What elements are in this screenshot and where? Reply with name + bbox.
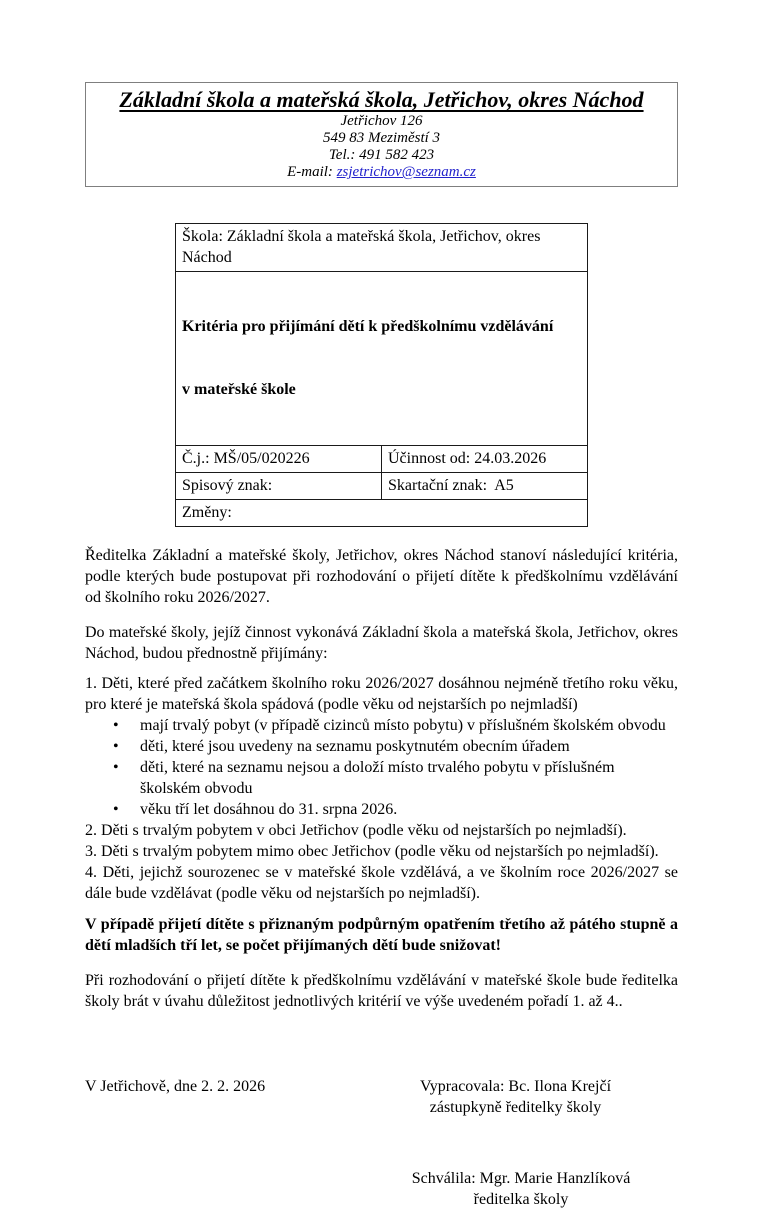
warning-paragraph: V případě přijetí dítěte s přiznaným podpůrným opatřením třetího až pátého stupně a dětí mladších tří let, se počet přijímaných dětí bude snižovat! [85,916,678,954]
signature-row [85,1076,678,1118]
table-row-znak [176,473,588,500]
approved-by-name: Schválila: Mgr. Marie Hanzlíková [411,1170,631,1187]
zmeny-cell: Změny: [176,500,588,527]
spacer [85,527,678,545]
bullet-item: • děti, které jsou uvedeny na seznamu poskytnutém obecním úřadem [85,736,678,757]
place-date: V Jetřichově, dne 2. 2. 2026 [85,1078,266,1095]
info-table [175,223,588,527]
intro-paragraph: Ředitelka Základní a mateřské školy, Jetřichov, okres Náchod stanoví následující kritéria, podle kterých bude postupovat při rozhodování o přijetí dítěte k předškolnímu vzdělávání od školního roku 2026/2027. [85,547,678,606]
cj-cell: Č.j.: MŠ/05/020226 [176,446,382,473]
bullet-item: • děti, které na seznamu nejsou a doloží místo trvalého pobytu v příslušném školském obvodu [85,757,678,799]
table-row-title [176,272,588,446]
criterion-1: 1. Děti, které před začátkem školního roku 2026/2027 dosáhnou nejméně třetího roku věku, pro které je mateřská škola spádová (podle věku od nejstarších po nejmladší) [85,675,678,713]
school-cell: Škola: Základní škola a mateřská škola, Jetřichov, okres Náchod [176,224,588,272]
email-label: E-mail: [287,164,337,180]
address-phone: Tel.: 491 582 423 [328,147,435,163]
prepared-by-name: Vypracovala: Bc. Ilona Krejčí [419,1078,612,1095]
document-title-line1: Kritéria pro přijímání dětí k předškolnímu vzdělávání [182,318,554,335]
prepared-by-block [408,1076,623,1118]
document-title-cell [176,272,588,446]
spisovy-cell: Spisový znak: [176,473,382,500]
table-row-cj [176,446,588,473]
closing-paragraph: Při rozhodování o přijetí dítěte k předškolnímu vzdělávání v mateřské škole bude ředitelka školy brát v úvahu důležitost jednotlivých kritérií ve výše uvedeném pořadí 1. až 4.. [85,972,678,1010]
table-row-school [176,224,588,272]
bullet-list [85,715,678,820]
approved-by-block [405,1168,637,1210]
address-city: 549 83 Meziměstí 3 [322,130,441,146]
approved-by-role: ředitelka školy [473,1191,569,1208]
bullet-item: • věku tří let dosáhnou do 31. srpna 2026. [85,799,678,820]
bullet-item: • mají trvalý pobyt (v případě cizinců místo pobytu) v příslušném školském obvodu [85,715,678,736]
preference-paragraph: Do mateřské školy, jejíž činnost vykonává Základní škola a mateřská škola, Jetřichov, okres Náchod, budou přednostně přijímány: [85,624,678,662]
letterhead-box [85,82,678,187]
criterion-3: 3. Děti s trvalým pobytem mimo obec Jetřichov (podle věku od nejstarších po nejmladší). [85,843,659,860]
criterion-4: 4. Děti, jejichž sourozenec se v mateřské škole vzdělává, a ve školním roce 2026/2027 se dále bude vzdělávat (podle věku od nejstarších po nejmladší). [85,864,678,902]
document-title-line2: v mateřské škole [182,381,296,398]
criterion-2: 2. Děti s trvalým pobytem v obci Jetřichov (podle věku od nejstarších po nejmladší). [85,822,627,839]
ucinnost-cell: Účinnost od: 24.03.2026 [382,446,588,473]
school-title: Základní škola a mateřská škola, Jetřichov, okres Náchod [119,87,644,112]
skartacni-cell: Skartační znak: A5 [382,473,588,500]
address-street: Jetřichov 126 [340,113,423,129]
address-email-line [94,164,669,181]
table-row-zmeny [176,500,588,527]
prepared-by-role: zástupkyně ředitelky školy [429,1099,602,1116]
email-link[interactable]: zsjetrichov@seznam.cz [336,164,476,180]
